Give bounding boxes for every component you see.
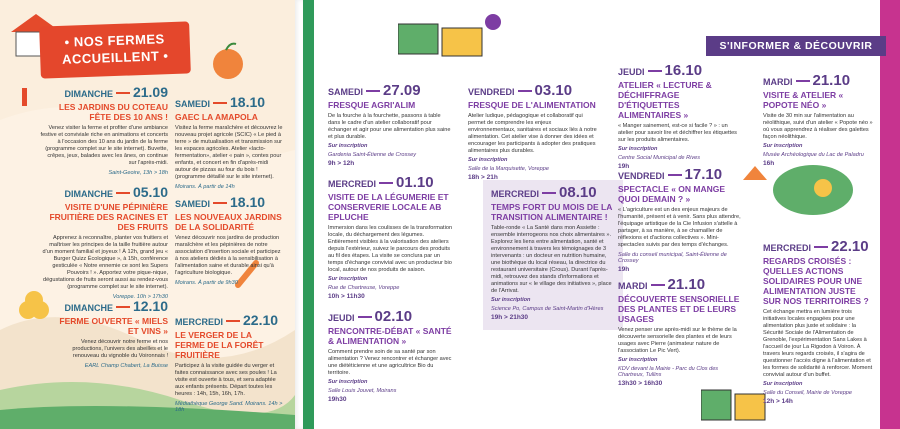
event-text: Apprenez à reconnaître, planter vos fruitiers et maîtriser les principes de la taille fruitière autour d'un moment familial et joyeux ! À 12h, grand jeu « Burger Quizz Écologique », à 15h, conférence gesticulée « Notre ennemie ce sont les Supers Pouvoirs ! ». Apportez votre pique-nique, dégustations de fruits seront aussi au rendez-vous (programme complet sur le site internet). (42, 235, 168, 290)
event-text: Visite de 30 min sur l'alimentation au néolithique, suivi d'un atelier « Popote néo » où vous apprendrez à réaliser des galettes façon néolithique. (763, 113, 873, 140)
event-place: Saint-Geoire, 13h > 18h (108, 170, 168, 176)
event-day: JEUDI (328, 313, 355, 323)
registration-note: Sur inscription (618, 146, 658, 152)
event-place: Salle du Conseil, Mairie de Voreppe (763, 390, 853, 396)
event-text: Comment prendre soin de sa santé par son alimentation ? Venez rencontrer et échanger avec une diététicienne et une agricultrice Bio du territoire. (328, 349, 452, 376)
event-text: « L'agriculture est un des enjeux majeurs de l'humanité, présent et à venir. Sans plus attendre, l'équipage artistique de la Cie Infusion s'attelle à partager, à sa manière, à se chamailler de réflexions et d'actions collectives ». Mini-spectacles suivis par des temps d'échanges. (618, 207, 741, 248)
event-day: MERCREDI (328, 179, 377, 189)
event-title: FRESQUE AGRI'ALIM (328, 100, 416, 110)
event-day: MARDI (763, 77, 793, 87)
left-page (0, 0, 295, 429)
event-time: 10h > 11h30 (328, 293, 365, 300)
green-border (303, 0, 314, 429)
event-date: 21.10 (667, 276, 706, 293)
event-day: DIMANCHE (64, 303, 113, 313)
registration-note: Sur inscription (328, 276, 368, 282)
event-text: Venez penser une après-midi sur le thème de la découverte sensorielle des plantes et de leurs usages avec Pierre (animateur nature de l'association Le Pic Vert). (618, 327, 737, 354)
event-place: Rue de Chartreuse, Voreppe (328, 285, 400, 291)
event-place: Moirans. À partir de 14h (175, 184, 235, 190)
event-text: Venez visiter la ferme et profiter d'une ambiance festive et conviviale riche en animations et concerts à l'occasion des 10 ans du jardin de la ferme (programme complet sur le site internet). Buvette, crêpes, jeux, balades avec les ânes, on continue sur l'après-midi. (40, 125, 168, 166)
event-card (468, 82, 598, 181)
event-place: Musée Archéologique du Lac de Paladru (763, 152, 864, 158)
event-title: GAEC LA AMAPOLA (175, 112, 258, 122)
event-card (763, 72, 875, 167)
event-card (55, 298, 168, 369)
event-day: SAMEDI (175, 99, 211, 109)
event-text: De la fourche à la fourchette, passons à table dans le cadre d'un atelier collaboratif pour échanger et agir pour une alimentation plus saine et plus durable. (328, 113, 451, 140)
event-title: DÉCOUVERTE SENSORIELLE DES PLANTES ET DE LEURS USAGES (618, 294, 740, 324)
event-place: Gardenia Saint-Étienne de Crossey (328, 152, 416, 158)
event-day: MARDI (618, 281, 648, 291)
event-day: VENDREDI (618, 171, 665, 181)
event-date: 21.09 (132, 84, 168, 100)
event-card (618, 166, 743, 273)
event-date: 16.10 (664, 62, 703, 79)
registration-note: Sur inscription (618, 357, 658, 363)
event-day: MERCREDI (175, 317, 224, 327)
page-fold (295, 0, 303, 429)
event-time: 19h (618, 266, 630, 273)
event-date: 03.10 (534, 82, 573, 99)
pink-border (880, 0, 900, 429)
event-date: 27.09 (383, 82, 421, 99)
right-page (303, 0, 900, 429)
event-text: Cet échange mettra en lumière trois initiatives locales engagées pour une alimentation plus juste et solidaire : la Sécurité Sociale de l'Alimentation de Grenoble, l'expérimentation Sans Lakes à l'accueil de jour La Rigodon à Voiron. À travers leurs regards croisés, il s'agira de questionner l'accès digne à l'alimentation et les formes de solidarité à renforcer. Moment convivial autour d'un buffet. (763, 309, 873, 378)
event-place: Salle du conseil municipal, Saint-Étienne de Crossey (618, 252, 727, 264)
event-day: DIMANCHE (64, 89, 113, 99)
event-place: EARL Champ Chabert, La Buisse (84, 363, 168, 369)
event-card (763, 238, 875, 405)
event-text: Visitez la ferme maraîchère et découvrez le nouveau projet agricole (SCIC) « Le pied à terre » de mutualisation et transmission sur les espaces agricoles. Atelier «lacto-fermentation», atelier « pain », contes pour enfants, et concert en fin d'après-midi autour de pizzas au four du bois ! (programme détaillé sur le site internet). (175, 125, 283, 180)
event-text: Venez découvrir nos jardins de production maraîchère et les pépinières de notre association d'insertion sociale et participez à nos ateliers dédiés à la sensibilisation à l'alimentation saine et durable ainsi qu'à l'agriculture biologique. (175, 235, 281, 276)
event-title: TEMPS FORT DU MOIS DE LA TRANSITION ALIMENTAIRE ! (491, 202, 613, 222)
registration-note: Sur inscription (763, 381, 803, 387)
event-time: 19h > 21h30 (491, 314, 529, 321)
registration-note: Sur inscription (328, 143, 368, 149)
banner-line-2: ACCUEILLENT • (61, 48, 169, 67)
event-date: 02.10 (374, 308, 413, 325)
event-time: 18h > 21h (468, 174, 498, 181)
event-place: Science Po, Campus de Saint-Martin d'Hères (491, 306, 604, 312)
event-day: SAMEDI (328, 87, 364, 97)
event-place: KDV devant la Mairie - Parc du Clos des Chartreux, Tullins (618, 366, 719, 378)
event-card (618, 276, 743, 387)
event-title: LES NOUVEAUX JARDINS DE LA SOLIDARITÉ (175, 212, 282, 232)
event-day: SAMEDI (175, 199, 211, 209)
event-title: RENCONTRE-DÉBAT « SANTÉ & ALIMENTATION » (328, 326, 452, 346)
event-card (40, 84, 168, 176)
event-date: 22.10 (243, 312, 279, 328)
event-date: 18.10 (230, 194, 266, 210)
event-card (618, 62, 743, 170)
event-card (40, 184, 168, 300)
event-date: 08.10 (559, 184, 597, 201)
event-day: VENDREDI (468, 87, 515, 97)
event-title: VISITE D'UNE PÉPINIÈRE FRUITIÈRE DES RACINES ET DES FRUITS (49, 202, 168, 232)
event-place: Centre Social Municipal de Rives (618, 155, 701, 161)
event-place: Voreppe. 10h > 17h30 (112, 294, 168, 300)
event-date: 18.10 (230, 94, 266, 110)
event-day: MERCREDI (491, 189, 540, 199)
event-text: Participez à la visite guidée du verger et faites connaissance avec ses poules ! La visite est ouverte à tous, et sera adaptée aux enfants présents. Départ toutes les heures : 14h, 15h, 16h, 17h. (175, 363, 277, 397)
event-text: Immersion dans les coulisses de la transformation locale, du déchargement des légumes. Entièrement visibles à la valorisation des ateliers depuis l'extérieur, suivez le parcours des produits au fil des étapes. La visite se conclura par un temps d'échange convivial avec un producteur bio local, autour de nos produits de saison. (328, 225, 453, 273)
event-date: 22.10 (831, 238, 869, 255)
event-title: ATELIER « LECTURE & DÉCHIFFRAGE D'ÉTIQUETTES ALIMENTAIRES » (618, 80, 712, 120)
event-place: Médiathèque George Sand. Moirans. 14h > 18h (175, 401, 283, 413)
registration-note: Sur inscription (491, 297, 531, 303)
event-title: FERME OUVERTE « MIELS ET VINS » (59, 316, 168, 336)
event-card (328, 82, 453, 167)
event-day: DIMANCHE (64, 189, 113, 199)
registration-note: Sur inscription (328, 379, 368, 385)
crates-illustration (398, 4, 508, 64)
event-date: 05.10 (132, 184, 168, 200)
event-title: VISITE & ATELIER « POPOTE NÉO » (763, 90, 844, 110)
event-title: SPECTACLE « ON MANGE QUOI DEMAIN ? » (618, 184, 726, 204)
event-day: MERCREDI (763, 243, 812, 253)
event-text: Venez découvrir notre ferme et nos productions, l'univers des abeilles et le renouveau du vignoble du Voironnais ! (72, 339, 168, 359)
registration-note: Sur inscription (468, 157, 508, 163)
event-time: 12h > 14h (763, 398, 793, 405)
event-card (175, 194, 283, 286)
event-text: Atelier ludique, pédagogique et collaboratif qui permet de comprendre les enjeux environnementaux, sanitaires et sociaux liés à notre alimentation. Cet atelier vise à donner des idées et encourager les participants à adopter des pratiques alimentaires plus durables. (468, 113, 597, 154)
event-card (328, 174, 453, 300)
banner-line-1: • NOS FERMES (64, 31, 165, 50)
event-place: Salle de la Marquisette, Voreppe (468, 166, 549, 172)
event-card (491, 184, 617, 321)
event-date: 12.10 (132, 298, 168, 314)
event-time: 19h (618, 163, 630, 170)
event-title: VISITE DE LA LÉGUMERIE ET CONSERVERIE LOCALE AB EPLUCHE (328, 192, 449, 222)
registration-note: Sur inscription (763, 143, 803, 149)
event-place: Moirans. À partir de 9h30 (175, 280, 238, 286)
event-date: 17.10 (684, 166, 723, 183)
section-header: S'INFORMER & DÉCOUVRIR (706, 36, 886, 56)
event-place: Salle Louis Jouvet, Moirans (328, 388, 397, 394)
section-banner (39, 21, 191, 78)
event-title: FRESQUE DE L'ALIMENTATION (468, 100, 596, 110)
event-time: 13h30 > 16h30 (618, 380, 663, 387)
event-text: « Manger sainement, est-ce si facile ? » : un atelier pour savoir lire et déchiffrer les étiquettes sur les produits alimentaires. (618, 123, 737, 143)
event-date: 21.10 (812, 72, 851, 89)
event-card (175, 312, 283, 413)
event-title: REGARDS CROISÉS : QUELLES ACTIONS SOLIDAIRES POUR UNE ALIMENTATION JUSTE SUR NOS TERRITOIRES ? (763, 256, 869, 306)
event-day: JEUDI (618, 67, 645, 77)
event-card (175, 94, 283, 190)
event-card (328, 308, 453, 403)
event-date: 01.10 (396, 174, 434, 191)
event-text: Table-ronde « La Santé dans mon Assiette : ensemble interrogeons nos choix alimentaires ». Explorez les liens entre alimentation, santé et environnement à travers les témoignages de 3 intervenants : un docteur en nutrition humaine, une biothèque du local réseau, la directrice du restaurant universitaire (Crous). Durant l'après-midi, retrouvez des stands d'informations et animations sur « le village des initiatives », place de l'Arrivat. (491, 225, 612, 294)
event-time: 19h30 (328, 396, 347, 403)
event-time: 9h > 12h (328, 160, 355, 167)
event-title: LE VERGER DE LA FERME DE LA FORÊT FRUITIÈRE (175, 330, 264, 360)
event-time: 16h (763, 160, 775, 167)
event-title: LES JARDINS DU COTEAU FÊTE DES 10 ANS ! (58, 102, 168, 122)
